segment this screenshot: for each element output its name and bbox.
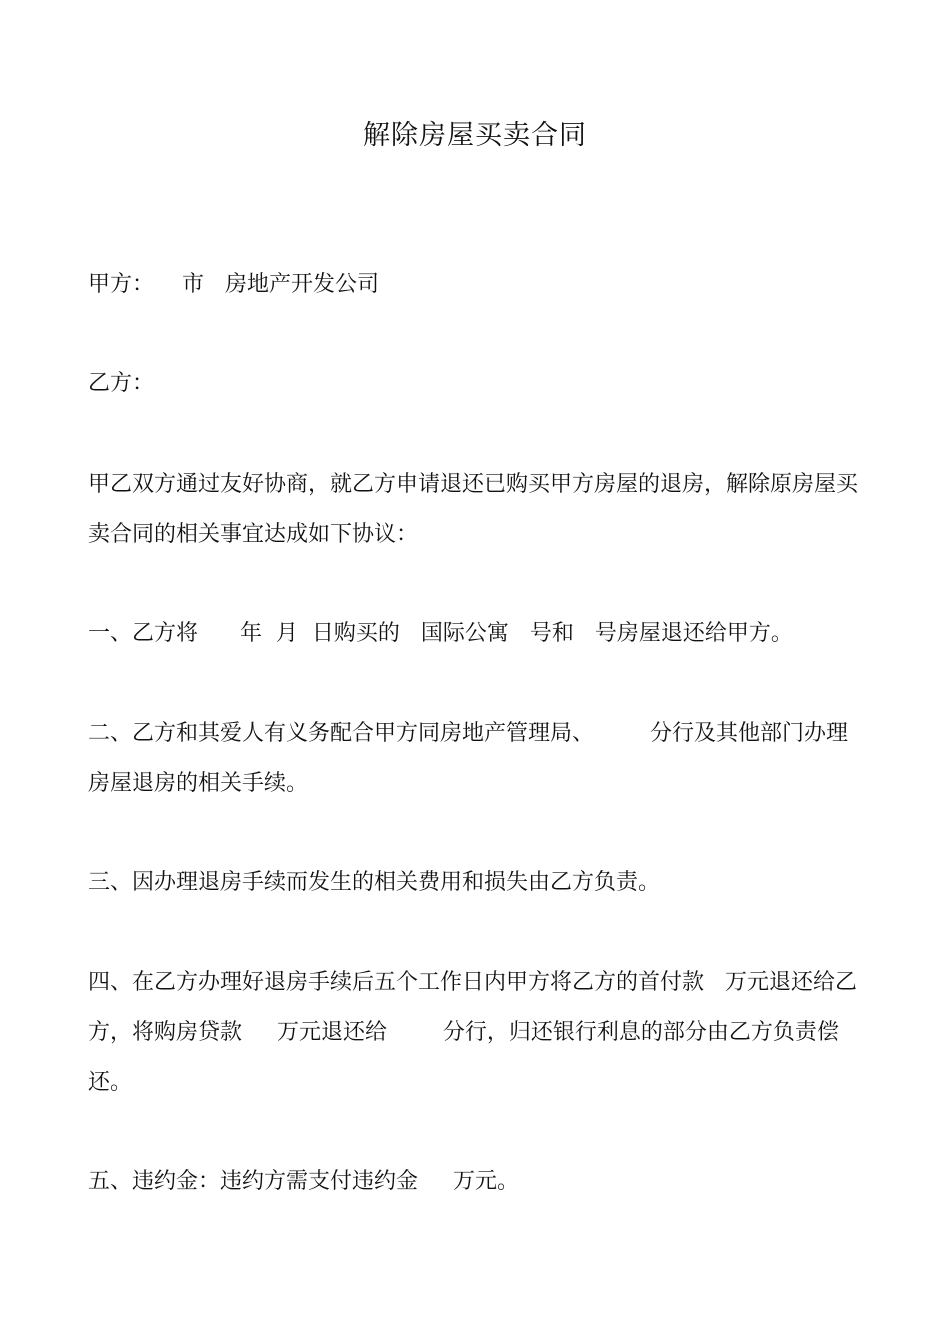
clause-1: 一、乙方将 年 月 日购买的 国际公寓 号和 号房屋退还给甲方。 [88,621,793,646]
party-a-line: 甲方： 市 房地产开发公司 [88,272,379,297]
clause-2: 二、乙方和其爱人有义务配合甲方同房地产管理局、 分行及其他部门办理房屋退房的相关手续。 [88,721,848,796]
clause-3: 三、因办理退房手续而发生的相关费用和损失由乙方负责。 [88,870,661,895]
intro-paragraph: 甲乙双方通过友好协商，就乙方申请退还已购买甲方房屋的退房，解除原房屋买卖合同的相关事宜达成如下协议： [88,472,859,547]
document-title: 解除房屋买卖合同 [363,120,587,151]
clause-4: 四、在乙方办理好退房手续后五个工作日内甲方将乙方的首付款 万元退还给乙方，将购房贷款 万元退还给 分行，归还银行利息的部分由乙方负责偿还。 [88,970,857,1095]
party-b-line: 乙方： [88,371,155,396]
clause-5: 五、违约金：违约方需支付违约金 万元。 [88,1169,519,1194]
